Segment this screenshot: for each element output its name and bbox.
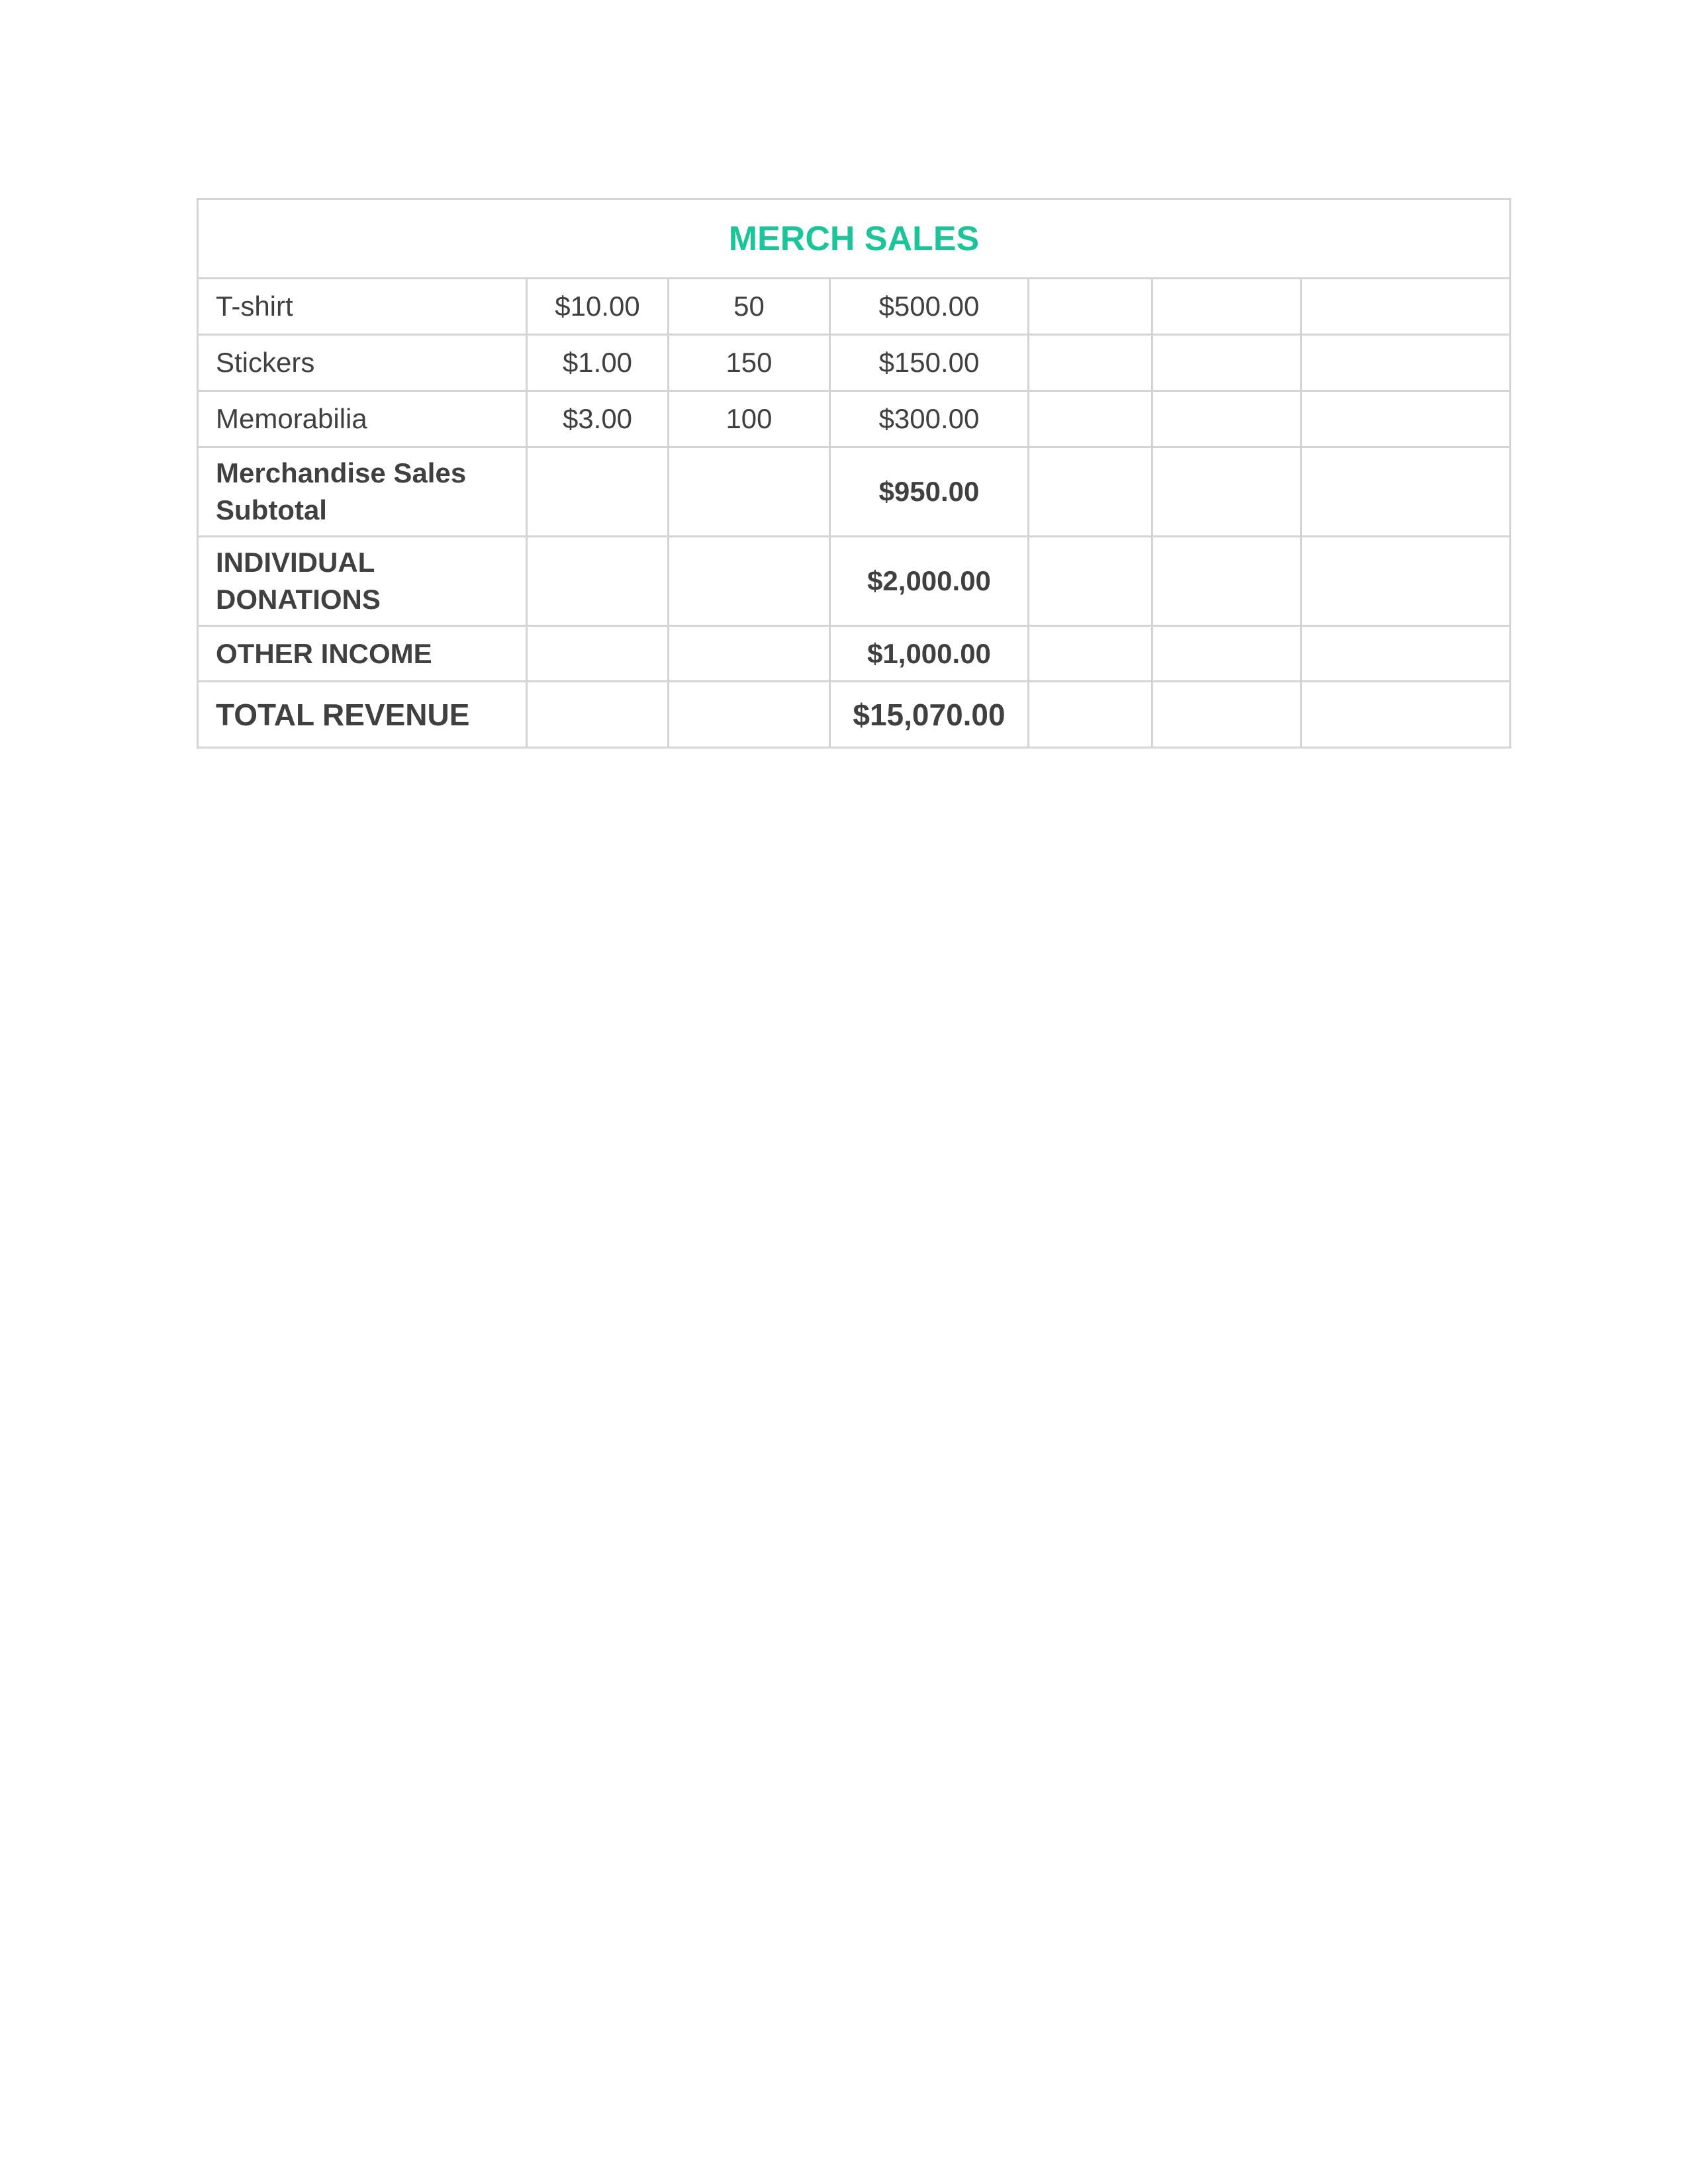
- empty-cell: [1152, 682, 1301, 748]
- empty-cell: [1301, 682, 1511, 748]
- table-row: [198, 279, 1511, 335]
- item-name: Memorabilia: [198, 391, 527, 447]
- table-row: [198, 391, 1511, 447]
- donations-amount: $2,000.00: [830, 537, 1029, 626]
- empty-cell: [1029, 537, 1152, 626]
- table-row: [198, 335, 1511, 391]
- empty-cell: [1301, 335, 1511, 391]
- empty-cell: [527, 447, 669, 537]
- merch-sales-sheet: [197, 198, 1509, 749]
- empty-cell: [1152, 391, 1301, 447]
- empty-cell: [1152, 335, 1301, 391]
- other-income-row: [198, 626, 1511, 682]
- empty-cell: [1152, 279, 1301, 335]
- empty-cell: [1152, 537, 1301, 626]
- subtotal-label: Merchandise Sales Subtotal: [198, 447, 527, 537]
- empty-cell: [1029, 335, 1152, 391]
- empty-cell: [1301, 279, 1511, 335]
- empty-cell: [1152, 626, 1301, 682]
- total-row: [198, 682, 1511, 748]
- donations-row: [198, 537, 1511, 626]
- total-amount: $15,070.00: [830, 682, 1029, 748]
- subtotal-row: [198, 447, 1511, 537]
- empty-cell: [1301, 626, 1511, 682]
- empty-cell: [1152, 447, 1301, 537]
- total-label: TOTAL REVENUE: [198, 682, 527, 748]
- empty-cell: [527, 682, 669, 748]
- item-price: $10.00: [527, 279, 669, 335]
- empty-cell: [669, 626, 830, 682]
- donations-label: INDIVIDUAL DONATIONS: [198, 537, 527, 626]
- empty-cell: [669, 447, 830, 537]
- empty-cell: [1029, 279, 1152, 335]
- item-name: T-shirt: [198, 279, 527, 335]
- table-title: MERCH SALES: [198, 199, 1511, 279]
- empty-cell: [1029, 626, 1152, 682]
- empty-cell: [1029, 391, 1152, 447]
- merch-sales-table: [197, 198, 1511, 749]
- subtotal-amount: $950.00: [830, 447, 1029, 537]
- empty-cell: [1029, 447, 1152, 537]
- empty-cell: [527, 626, 669, 682]
- empty-cell: [1301, 537, 1511, 626]
- title-row: [198, 199, 1511, 279]
- item-price: $3.00: [527, 391, 669, 447]
- empty-cell: [669, 682, 830, 748]
- item-amount: $150.00: [830, 335, 1029, 391]
- item-amount: $500.00: [830, 279, 1029, 335]
- item-quantity: 100: [669, 391, 830, 447]
- empty-cell: [1301, 447, 1511, 537]
- other-income-label: OTHER INCOME: [198, 626, 527, 682]
- empty-cell: [1301, 391, 1511, 447]
- item-quantity: 50: [669, 279, 830, 335]
- other-income-amount: $1,000.00: [830, 626, 1029, 682]
- empty-cell: [669, 537, 830, 626]
- item-amount: $300.00: [830, 391, 1029, 447]
- item-name: Stickers: [198, 335, 527, 391]
- empty-cell: [1029, 682, 1152, 748]
- item-quantity: 150: [669, 335, 830, 391]
- empty-cell: [527, 537, 669, 626]
- item-price: $1.00: [527, 335, 669, 391]
